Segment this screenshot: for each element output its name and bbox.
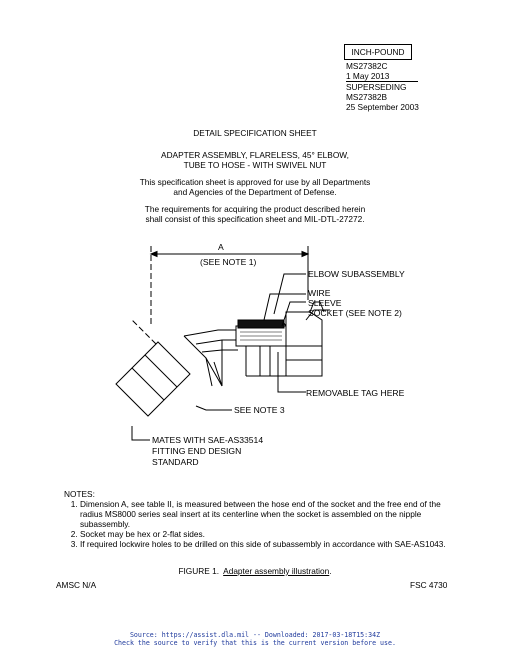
elbow-subassembly-label: ELBOW SUBASSEMBLY bbox=[308, 269, 405, 279]
removable-tag-label: REMOVABLE TAG HERE bbox=[306, 388, 405, 398]
footer-line-1: Source: https://assist.dla.mil -- Downloaded: 2017-03-18T15:34Z bbox=[129, 631, 381, 639]
caption-suffix: . bbox=[329, 566, 332, 576]
notes-section bbox=[64, 489, 464, 549]
amsc-label: AMSC N/A bbox=[56, 580, 97, 590]
notes-heading: NOTES: bbox=[64, 489, 95, 499]
leader-lines bbox=[132, 274, 330, 440]
see-note-3-label: SEE NOTE 3 bbox=[234, 405, 285, 415]
subtitle-line-1: ADAPTER ASSEMBLY, FLARELESS, 45° ELBOW, bbox=[161, 150, 349, 160]
subtitle-line-2: TUBE TO HOSE - WITH SWIVEL NUT bbox=[183, 160, 327, 170]
approval-line-1: This specification sheet is approved for use by all Departments bbox=[139, 177, 371, 187]
source-footer bbox=[0, 631, 510, 647]
mates-with-label-3: STANDARD bbox=[152, 457, 199, 467]
figure-caption bbox=[0, 566, 510, 576]
see-note-1-label: (SEE NOTE 1) bbox=[200, 257, 257, 267]
page-title: DETAIL SPECIFICATION SHEET bbox=[193, 128, 317, 138]
superseded-number: MS27382B bbox=[346, 92, 388, 102]
mates-with-label-2: FITTING END DESIGN bbox=[152, 446, 242, 456]
approval-statement bbox=[0, 177, 510, 197]
socket-label: SOCKET (SEE NOTE 2) bbox=[308, 308, 402, 318]
footer-line-2: Check the source to verify that this is the current version before use. bbox=[114, 639, 396, 647]
elbow-body-drawing bbox=[184, 330, 238, 386]
sleeve-label: SLEEVE bbox=[308, 298, 342, 308]
swivel-nut-drawing bbox=[116, 320, 190, 416]
adapter-assembly-drawing bbox=[110, 236, 430, 481]
requirements-line-1: The requirements for acquiring the product described herein bbox=[144, 204, 366, 214]
requirements-statement bbox=[0, 204, 510, 224]
mates-with-label-1: MATES WITH SAE-AS33514 bbox=[152, 435, 264, 445]
caption-prefix: FIGURE 1. bbox=[178, 566, 220, 576]
doc-number: MS27382C bbox=[346, 61, 388, 71]
document-subtitle bbox=[0, 150, 510, 170]
notes-list bbox=[64, 499, 464, 549]
caption-text: Adapter assembly illustration bbox=[223, 566, 330, 576]
document-identifier-block bbox=[346, 61, 496, 112]
fsc-label: FSC 4730 bbox=[410, 580, 448, 590]
wire-label: WIRE bbox=[308, 288, 331, 298]
approval-line-2: and Agencies of the Department of Defense. bbox=[173, 187, 337, 197]
doc-date: 1 May 2013 bbox=[346, 71, 418, 82]
note-item-2: 2. Socket may be hex or 2-flat sides. bbox=[80, 529, 464, 539]
dimension-a-label: A bbox=[218, 242, 224, 252]
note-item-1: 1. Dimension A, see table II, is measured between the hose end of the socket and the free end of the radius MS8000 series seal insert at its centerline when the socket is assembled on the nipple subassembly. bbox=[80, 499, 464, 529]
superseding-label: SUPERSEDING bbox=[346, 82, 407, 92]
note-item-3: 3. If required lockwire holes to be drilled on this side of subassembly in accordance with SAE-AS1043. bbox=[80, 539, 464, 549]
requirements-line-2: shall consist of this specification sheet and MIL-DTL-27272. bbox=[145, 214, 365, 224]
inch-pound-box: INCH-POUND bbox=[344, 44, 412, 60]
superseded-date: 25 September 2003 bbox=[346, 102, 419, 112]
